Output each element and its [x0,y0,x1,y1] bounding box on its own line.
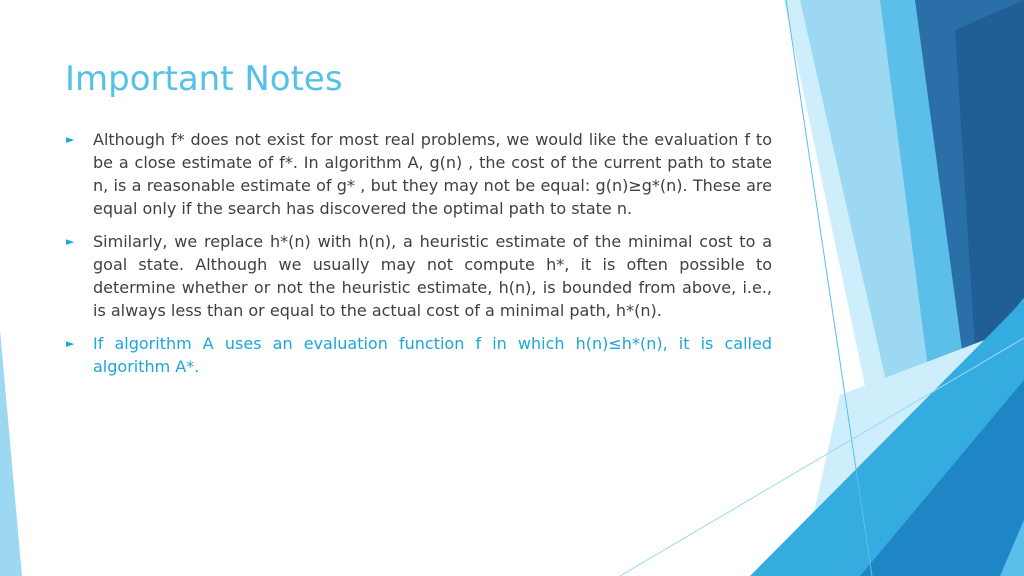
bullet-item [66,332,772,378]
bullet-text: Although f* does not exist for most real problems, we would like the evaluation f to be a close estimate of f*. In algorithm A, g(n) , the cost of the current path to state n, is a reasonable estimate of g* , but they may not be equal: g(n)≥g*(n). These are equal only if the search has discovered the optimal path to state n. [93,130,772,218]
bullet-text: Similarly, we replace h*(n) with h(n), a heuristic estimate of the minimal cost to a goal state. Although we usually may not compute h*, it is often possible to determine whether or not the heuristic estimate, h(n), is bounded from above, i.e., is always less than or equal to the actual cost of a minimal path, h*(n). [93,232,772,320]
bullet-item [66,128,772,220]
left-edge-shape [0,330,22,576]
bullet-arrow-icon: ► [66,235,75,248]
bullet-list [66,128,772,388]
slide-title: Important Notes [65,59,343,99]
bullet-arrow-icon: ► [66,337,75,350]
bullet-arrow-icon: ► [66,133,75,146]
bullet-item [66,230,772,322]
bullet-text-highlighted: If algorithm A uses an evaluation function f in which h(n)≤h*(n), it is called algorithm A*. [93,334,772,376]
